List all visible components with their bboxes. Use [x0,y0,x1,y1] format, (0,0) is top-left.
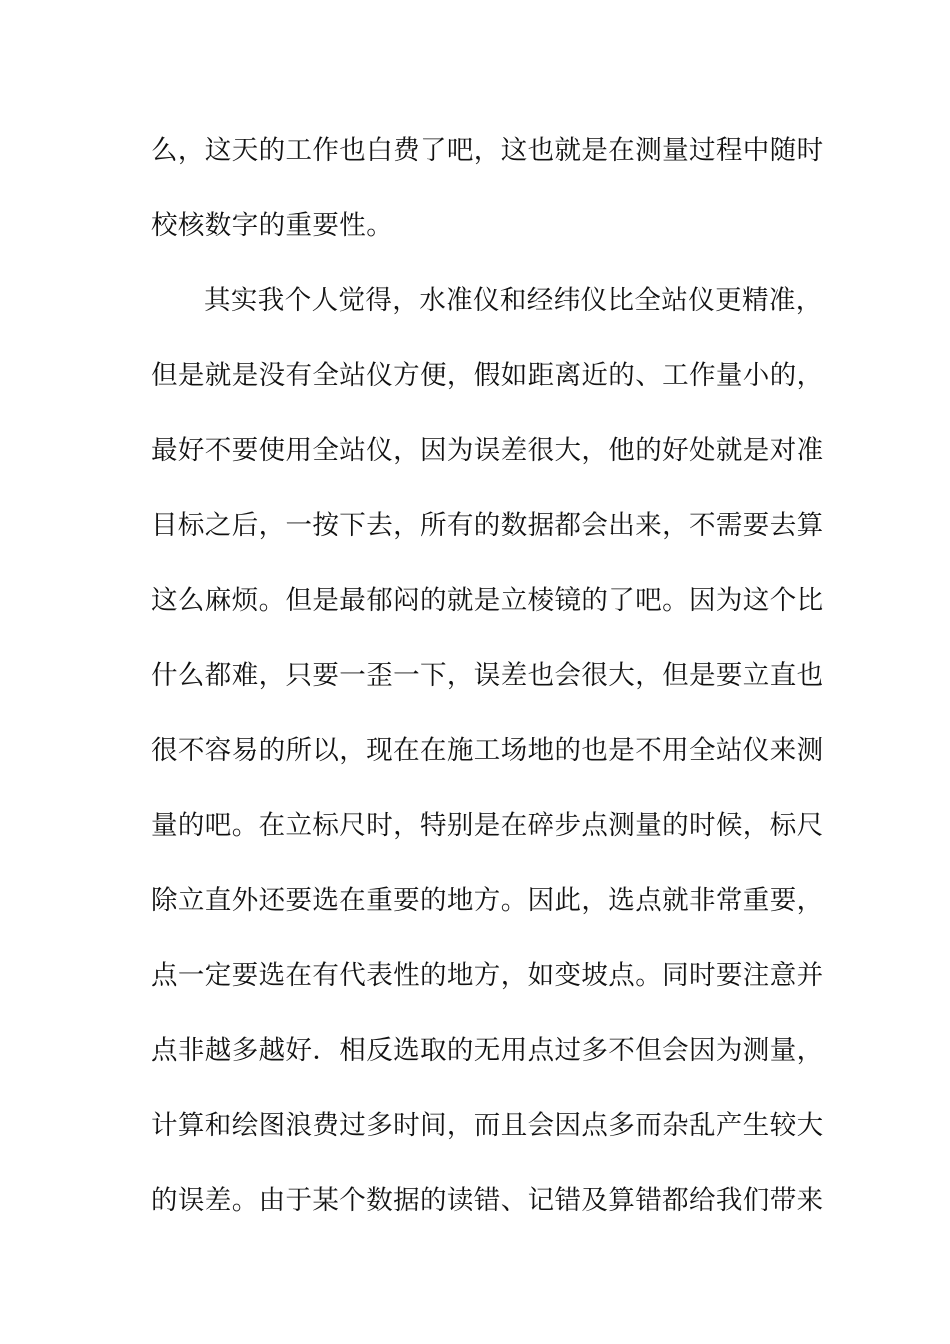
text-line: 的误差。由于某个数据的读错、记错及算错都给我们带来 [151,1185,824,1216]
text-line: 点非越多越好．相反选取的无用点过多不但会因为测量， [151,1035,824,1066]
text-line: 但是就是没有全站仪方便，假如距离近的、工作量小的， [151,360,824,391]
text-line: 目标之后，一按下去，所有的数据都会出来，不需要去算 [151,510,824,541]
text-line: 很不容易的所以，现在在施工场地的也是不用全站仪来测 [151,735,824,766]
text-line: 什么都难，只要一歪一下，误差也会很大，但是要立直也 [151,660,824,691]
body-text [151,127,824,1252]
text-line: 校核数字的重要性。 [151,210,394,241]
text-line: 这么麻烦。但是最郁闷的就是立棱镜的了吧。因为这个比 [151,585,824,616]
text-line: 计算和绘图浪费过多时间，而且会因点多而杂乱产生较大 [151,1110,824,1141]
text-line: 么，这天的工作也白费了吧，这也就是在测量过程中随时 [151,135,824,166]
text-line: 量的吧。在立标尺时，特别是在碎步点测量的时候，标尺 [151,810,824,841]
text-line: 点一定要选在有代表性的地方，如变坡点。同时要注意并 [151,960,824,991]
text-line: 最好不要使用全站仪，因为误差很大，他的好处就是对准 [151,435,824,466]
paragraph-first-line: 其实我个人觉得，水准仪和经纬仪比全站仪更精准， [204,285,823,316]
text-line: 除立直外还要选在重要的地方。因此，选点就非常重要， [151,885,824,916]
